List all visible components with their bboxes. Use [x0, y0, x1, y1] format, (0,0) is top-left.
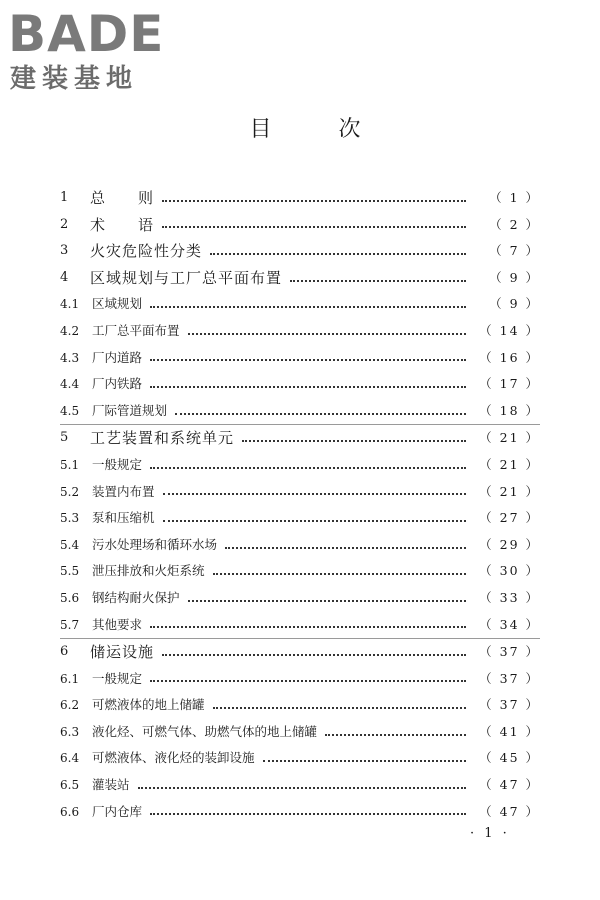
- toc-entry: [60, 371, 540, 398]
- toc-entry-page: （ 21 ）: [479, 430, 540, 446]
- toc-entry-number: 3: [60, 243, 69, 259]
- toc-entry: [60, 612, 540, 639]
- toc-entry-number: 5.2: [60, 484, 80, 499]
- toc-entry-title: 区域规划: [92, 296, 143, 312]
- toc-entry-title: 钢结构耐火保护: [92, 589, 180, 605]
- page-number: · 1 ·: [470, 826, 510, 841]
- toc-entry-title: 泵和压缩机: [92, 510, 155, 526]
- dot-leader: [150, 305, 466, 308]
- dot-leader: [163, 519, 466, 522]
- toc-entry: [60, 479, 540, 506]
- toc-entry-title: 厂内仓库: [92, 803, 143, 819]
- toc-entry-page: （ 21 ）: [479, 456, 540, 472]
- toc-entry-page: （ 18 ）: [479, 402, 540, 418]
- dot-leader: [150, 358, 466, 361]
- dot-leader: [162, 199, 466, 202]
- toc-entry-page: （ 37 ）: [479, 644, 540, 660]
- dot-leader: [242, 439, 466, 442]
- toc-entry-number: 4.4: [60, 377, 80, 392]
- logo-brand: BADE: [8, 5, 165, 63]
- toc-entry: [60, 318, 540, 345]
- toc-entry-title: 区域规划与工厂总平面布置: [90, 268, 283, 287]
- toc-entry: [60, 772, 540, 799]
- dot-leader: [213, 572, 466, 575]
- toc-entry-page: （ 2 ）: [489, 216, 540, 232]
- toc-entry-page: （ 33 ）: [479, 589, 540, 605]
- toc-entry-number: 4.3: [60, 350, 80, 365]
- dot-leader: [162, 225, 466, 228]
- toc-entry: [60, 185, 540, 212]
- toc-entry: [60, 398, 540, 425]
- toc-entry-number: 5.7: [60, 617, 80, 632]
- toc-entry-title: 厂内道路: [92, 349, 143, 365]
- toc-entry-page: （ 27 ）: [479, 510, 540, 526]
- toc-entry: [60, 799, 540, 826]
- toc-entry: [60, 585, 540, 612]
- dot-leader: [150, 466, 466, 469]
- toc-entry-title: 工艺装置和系统单元: [90, 429, 235, 448]
- toc-entry: [60, 425, 540, 452]
- dot-leader: [188, 599, 466, 602]
- toc-entry: [60, 345, 540, 372]
- toc-entry-number: 5.3: [60, 511, 80, 526]
- toc-entry-title: 储运设施: [90, 643, 155, 662]
- toc-entry-title: 灌装站: [92, 777, 130, 793]
- toc-entry: [60, 452, 540, 479]
- toc-entry-number: 6.1: [60, 671, 80, 686]
- dot-leader: [188, 332, 466, 335]
- toc-entry-title: 液化烃、可燃气体、助燃气体的地上储罐: [92, 723, 318, 739]
- toc-entry-number: 6.5: [60, 778, 80, 793]
- toc-entry-title: 总 则: [90, 189, 155, 207]
- toc-entry-title: 污水处理场和循环水场: [92, 536, 218, 552]
- dot-leader: [150, 679, 466, 682]
- toc-entry-page: （ 7 ）: [489, 243, 540, 259]
- toc-entry-number: 1: [60, 190, 69, 205]
- toc-entry-number: 5.1: [60, 457, 80, 472]
- toc-entry-page: （ 34 ）: [479, 616, 540, 632]
- toc-entry-number: 4.1: [60, 297, 80, 312]
- dot-leader: [138, 786, 466, 789]
- toc-entry-number: 6: [60, 644, 69, 660]
- dot-leader: [290, 279, 466, 282]
- table-of-contents: [60, 185, 540, 825]
- logo-subtitle: 建装基地: [10, 64, 139, 94]
- toc-entry: [60, 639, 540, 666]
- toc-entry-title: 泄压排放和火炬系统: [92, 563, 205, 579]
- toc-entry: [60, 265, 540, 292]
- dot-leader: [325, 733, 466, 736]
- toc-entry-title: 术 语: [90, 215, 155, 234]
- toc-entry-title: 一般规定: [92, 670, 143, 686]
- toc-entry-page: （ 45 ）: [479, 750, 540, 766]
- toc-entry-number: 2: [60, 216, 69, 232]
- toc-entry-page: （ 37 ）: [479, 670, 540, 686]
- dot-leader: [225, 546, 466, 549]
- toc-entry-title: 装置内布置: [92, 483, 155, 499]
- toc-entry-title: 厂际管道规划: [92, 402, 168, 418]
- dot-leader: [175, 412, 466, 415]
- dot-leader: [150, 385, 466, 388]
- toc-entry-page: （ 30 ）: [479, 563, 540, 579]
- toc-entry: [60, 719, 540, 746]
- dot-leader: [162, 653, 466, 656]
- toc-entry: [60, 692, 540, 719]
- toc-entry-title: 一般规定: [92, 456, 143, 472]
- toc-entry-page: （ 17 ）: [479, 376, 540, 392]
- dot-leader: [150, 812, 466, 815]
- toc-entry-title: 其他要求: [92, 616, 143, 632]
- toc-entry-page: （ 9 ）: [489, 269, 540, 285]
- toc-entry-page: （ 47 ）: [479, 803, 540, 819]
- toc-entry-page: （ 1 ）: [489, 190, 540, 205]
- dot-leader: [210, 252, 466, 255]
- toc-entry-page: （ 47 ）: [479, 777, 540, 793]
- toc-entry-number: 6.4: [60, 751, 80, 766]
- toc-entry-page: （ 14 ）: [479, 322, 540, 338]
- bade-logo: [8, 5, 178, 94]
- dot-leader: [150, 625, 466, 628]
- toc-entry: [60, 212, 540, 239]
- toc-entry-number: 6.6: [60, 804, 80, 819]
- toc-entry-number: 5.6: [60, 590, 80, 605]
- toc-entry-title: 工厂总平面布置: [92, 322, 180, 338]
- toc-entry-number: 4.2: [60, 323, 80, 338]
- toc-entry: [60, 505, 540, 532]
- toc-entry: [60, 238, 540, 265]
- toc-entry: [60, 558, 540, 585]
- toc-entry: [60, 291, 540, 318]
- dot-leader: [263, 759, 466, 762]
- toc-entry: [60, 745, 540, 772]
- toc-entry-page: （ 37 ）: [479, 697, 540, 713]
- toc-entry-number: 5.4: [60, 537, 80, 552]
- toc-entry-number: 4.5: [60, 403, 80, 418]
- toc-entry-title: 可燃液体的地上储罐: [92, 697, 205, 713]
- toc-entry-page: （ 41 ）: [479, 723, 540, 739]
- toc-entry-number: 5.5: [60, 564, 80, 579]
- toc-entry-page: （ 16 ）: [479, 349, 540, 365]
- toc-entry-number: 5: [60, 430, 69, 446]
- toc-entry-title: 可燃液体、液化烃的装卸设施: [92, 750, 255, 766]
- toc-entry-number: 4: [60, 269, 69, 285]
- toc-entry-page: （ 29 ）: [479, 536, 540, 552]
- dot-leader: [163, 492, 466, 495]
- toc-entry-page: （ 21 ）: [479, 483, 540, 499]
- toc-entry-number: 6.2: [60, 698, 80, 713]
- toc-entry-title: 厂内铁路: [92, 376, 143, 392]
- toc-entry-title: 火灾危险性分类: [90, 242, 203, 261]
- toc-entry-page: （ 9 ）: [489, 296, 540, 312]
- dot-leader: [213, 706, 466, 709]
- toc-entry-number: 6.3: [60, 724, 80, 739]
- page-title: 目 次: [249, 117, 391, 142]
- toc-entry: [60, 666, 540, 693]
- toc-entry: [60, 532, 540, 559]
